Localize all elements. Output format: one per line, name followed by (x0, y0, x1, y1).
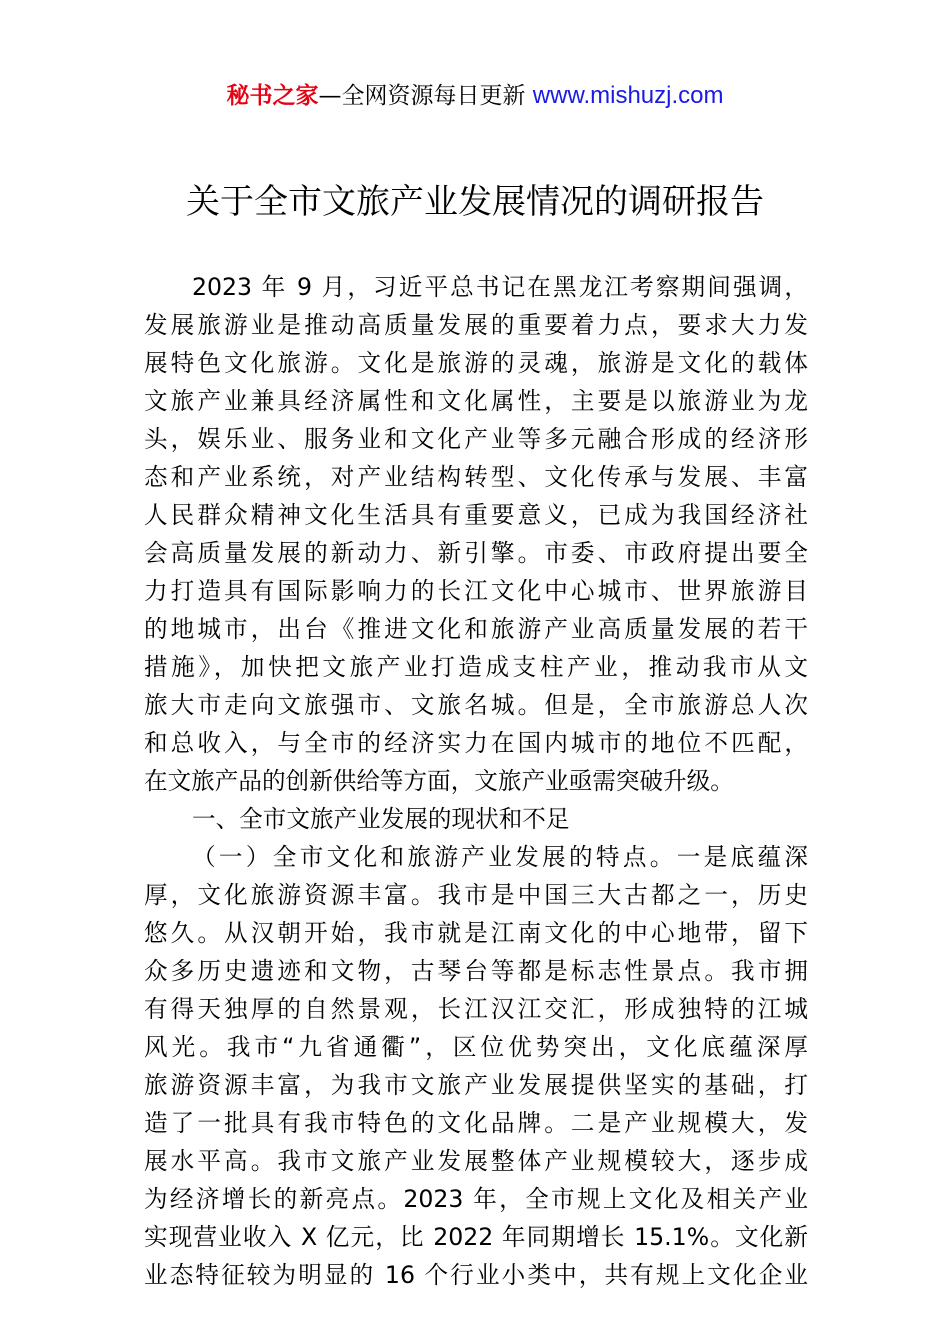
section-heading: 一、全市文旅产业发展的现状和不足 (192, 805, 570, 833)
paragraph-line: 有得天独厚的自然景观，长江汉江交汇，形成独特的江城 (144, 995, 808, 1023)
paragraph-line: 造了一批具有我市特色的文化品牌。二是产业规模大，发 (144, 1109, 808, 1137)
paragraph-line: 众多历史遗迹和文物，古琴台等都是标志性景点。我市拥 (144, 957, 808, 985)
paragraph-line: 展水平高。我市文旅产业发展整体产业规模较大，逐步成 (144, 1147, 808, 1175)
paragraph-line: 文旅产业兼具经济属性和文化属性，主要是以旅游业为龙 (144, 387, 808, 415)
paragraph-line: 悠久。从汉朝开始，我市就是江南文化的中心地带，留下 (144, 919, 808, 947)
paragraph-line: 旅游资源丰富，为我市文旅产业发展提供坚实的基础，打 (144, 1071, 808, 1099)
paragraph-line: 人民群众精神文化生活具有重要意义，已成为我国经济社 (144, 501, 808, 529)
paragraph-line: 业态特征较为明显的 16 个行业小类中，共有规上文化企业 (144, 1261, 808, 1289)
site-tagline: —全网资源每日更新 (318, 83, 533, 109)
paragraph-line: 2023 年 9 月，习近平总书记在黑龙江考察期间强调， (192, 273, 808, 301)
paragraph-line: 的地城市，出台《推进文化和旅游产业高质量发展的若干 (144, 615, 808, 643)
paragraph-line: 风光。我市“九省通衢”，区位优势突出，文化底蕴深厚 (144, 1033, 808, 1061)
paragraph-line: 展特色文化旅游。文化是旅游的灵魂，旅游是文化的载体 (144, 349, 808, 377)
paragraph-line: 旅大市走向文旅强市、文旅名城。但是，全市旅游总人次 (144, 691, 808, 719)
paragraph-line: 厚，文化旅游资源丰富。我市是中国三大古都之一，历史 (144, 881, 808, 909)
paragraph-line: 实现营业收入 X 亿元，比 2022 年同期增长 15.1%。文化新 (144, 1223, 808, 1251)
paragraph-line: 会高质量发展的新动力、新引擎。市委、市政府提出要全 (144, 539, 808, 567)
paragraph-line: 为经济增长的新亮点。2023 年，全市规上文化及相关产业 (144, 1185, 808, 1213)
document-title: 关于全市文旅产业发展情况的调研报告 (186, 182, 764, 222)
paragraph-line: 在文旅产品的创新供给等方面，文旅产业亟需突破升级。 (144, 767, 734, 795)
document-body (144, 268, 808, 1294)
paragraph-line: 力打造具有国际影响力的长江文化中心城市、世界旅游目 (144, 577, 808, 605)
site-url-link[interactable]: www.mishuzj.com (532, 82, 724, 109)
site-brand: 秘书之家 (226, 83, 319, 109)
paragraph-line: 头，娱乐业、服务业和文化产业等多元融合形成的经济形 (144, 425, 808, 453)
paragraph-line: 发展旅游业是推动高质量发展的重要着力点，要求大力发 (144, 311, 808, 339)
paragraph-line: （一）全市文化和旅游产业发展的特点。一是底蕴深 (192, 843, 808, 871)
paragraph-line: 态和产业系统，对产业结构转型、文化传承与发展、丰富 (144, 463, 808, 491)
paragraph-line: 和总收入，与全市的经济实力在国内城市的地位不匹配， (144, 729, 808, 757)
paragraph-line: 措施》，加快把文旅产业打造成支柱产业，推动我市从文 (144, 653, 808, 681)
site-header (0, 80, 950, 112)
